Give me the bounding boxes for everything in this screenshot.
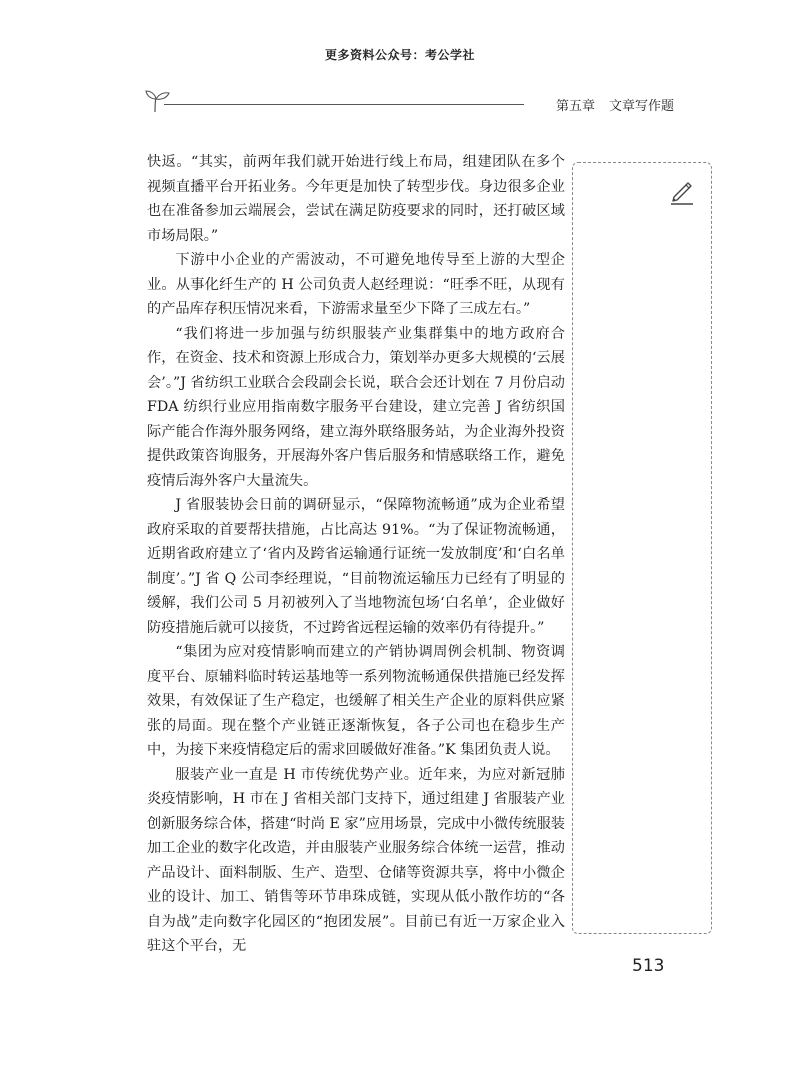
- paragraph: “我们将进一步加强与纺织服装产业集群集中的地方政府合作，在资金、技术和资源上形成合力，策划举办更多大规模的‘云展会’。”J 省纺织工业联合会段副会长说，联合会还计划在 7 月份启动 FDA 纺织行业应用指南数字服务平台建设，建立完善 J 省纺织国际产能合作海外服务网络，建立海外联络服务站，为企业海外投资提供政策咨询服务，开展海外客户售后服务和情感联络工作，避免疫情后海外客户大量流失。: [147, 325, 565, 489]
- paragraph: J 省服装协会日前的调研显示，“保障物流畅通”成为企业希望政府采取的首要帮扶措施，占比高达 91%。“为了保证物流畅通，近期省政府建立了‘省内及跨省运输通行证统一发放制度’和‘白名单制度’。”J 省 Q 公司李经理说，“目前物流运输压力已经有了明显的缓解，我们公司 5 月初被列入了当地物流包场‘白名单’，企业做好防疫措施后就可以接货，不过跨省远程运输的效率仍有待提升。”: [147, 497, 565, 636]
- pencil-icon: [669, 177, 695, 207]
- header-rule: [164, 104, 524, 105]
- paragraph: 服装产业一直是 H 市传统优势产业。近年来，为应对新冠肺炎疫情影响，H 市在 J 省相关部门支持下，通过组建 J 省服装产业创新服务综合体，搭建“时尚 E 家”应用场景，完成中小微传统服装加工企业的数字化改造，并由服装产业服务综合体统一运营，推动产品设计、面料制版、生产、造型、仓储等资源共享，将中小微企业的设计、加工、销售等环节串珠成链，实现从低小散作坊的“各自为战”走向数字化园区的“抱团发展”。目前已有近一万家企业入驻这个平台，无: [147, 766, 565, 954]
- chapter-label: [556, 95, 674, 114]
- chapter-title: 文章写作题: [608, 99, 674, 114]
- chapter-number: 第五章: [555, 99, 595, 114]
- top-note: 更多资料公众号：考公学社: [324, 48, 475, 62]
- paragraph: 下游中小企业的产需波动，不可避免地传导至上游的大型企业。从事化纤生产的 H 公司负责人赵经理说：“旺季不旺，从现有的产品库存积压情况来看，下游需求量至少下降了三成左右。”: [147, 252, 565, 317]
- notes-margin-box: [572, 162, 712, 934]
- running-header: [144, 86, 674, 116]
- paragraph: 快返。“其实，前两年我们就开始进行线上布局，组建团队在多个视频直播平台开拓业务。今年更是加快了转型步伐。身边很多企业也在准备参加云端展会，尝试在满足防疫要求的同时，还打破区域市场局限。”: [147, 154, 565, 244]
- sprout-icon: [144, 88, 174, 114]
- paragraph: “集团为应对疫情影响而建立的产销协调周例会机制、物资调度平台、原辅料临时转运基地等一系列物流畅通保供措施已经发挥效果，有效保证了生产稳定，也缓解了相关生产企业的原料供应紧张的局面。现在整个产业链正逐渐恢复，各子公司也在稳步生产中，为接下来疫情稳定后的需求回暖做好准备。”K 集团负责人说。: [147, 644, 565, 758]
- page-number: 513: [632, 956, 665, 976]
- body-text: [147, 150, 565, 959]
